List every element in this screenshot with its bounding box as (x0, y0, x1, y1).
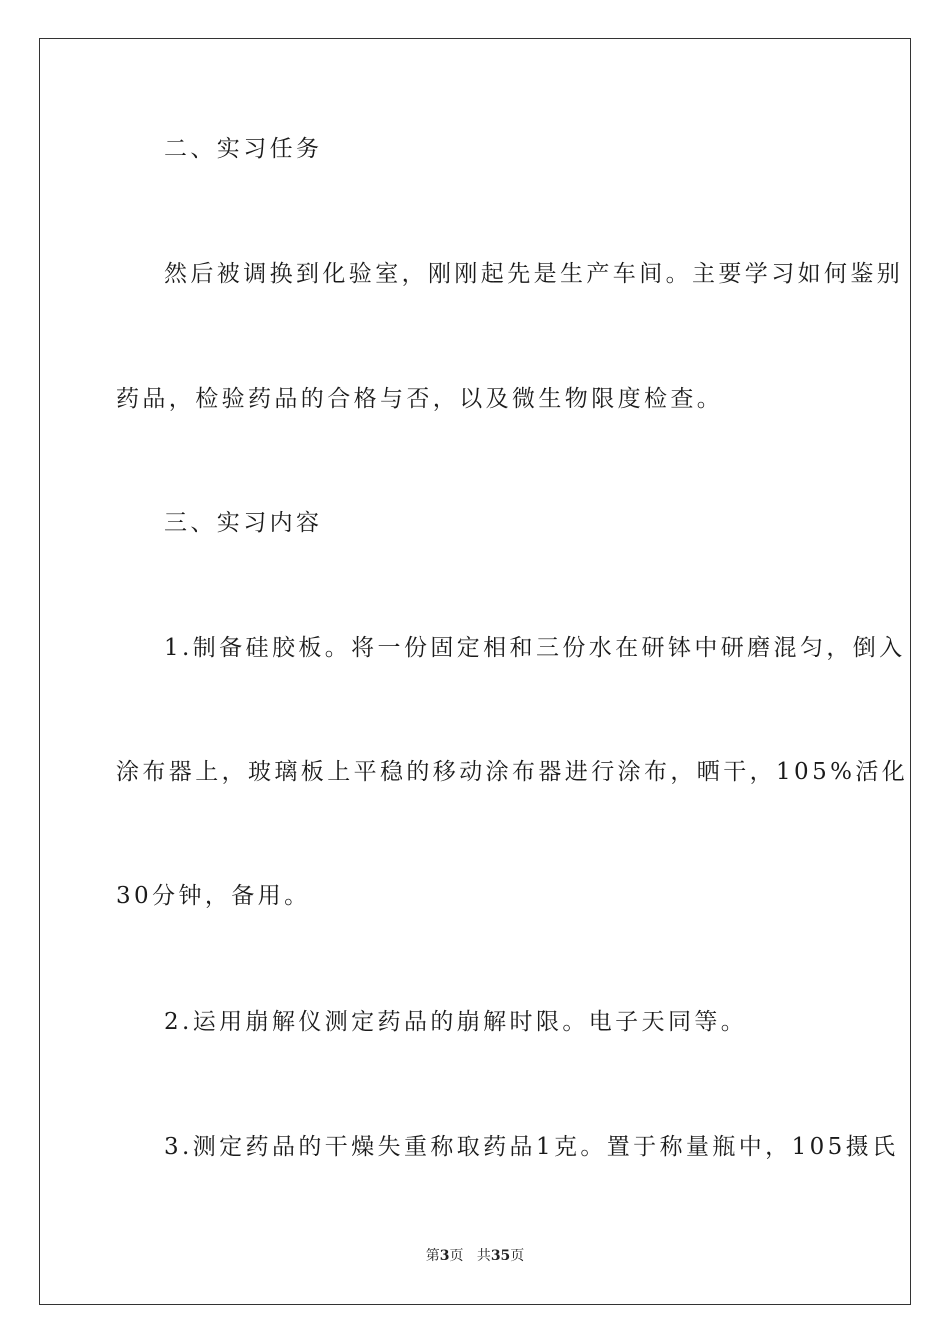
page-border (39, 38, 911, 1305)
paragraph-line: 2.运用崩解仪测定药品的崩解时限。电子天同等。 (164, 1009, 748, 1035)
paragraph-line: 3.测定药品的干燥失重称取药品1克。置于称量瓶中，105摄氏 (164, 1134, 899, 1160)
paragraph-line: 涂布器上，玻璃板上平稳的移动涂布器进行涂布，晒干，105%活化 (116, 759, 909, 785)
paragraph-line: 药品，检验药品的合格与否，以及微生物限度检查。 (116, 386, 724, 412)
page-footer (0, 1247, 950, 1265)
page-prefix: 第 (425, 1248, 440, 1264)
total-pages: 35 (490, 1248, 511, 1264)
total-prefix: 共 (476, 1248, 491, 1264)
total-suffix: 页 (510, 1248, 525, 1264)
section-heading-internship-content: 三、实习内容 (164, 510, 323, 536)
page-number: 3 (439, 1248, 450, 1264)
paragraph-line: 然后被调换到化验室，刚刚起先是生产车间。主要学习如何鉴别 (164, 261, 904, 287)
paragraph-line: 1.制备硅胶板。将一份固定相和三份水在研钵中研磨混匀，倒入 (164, 635, 906, 661)
page-suffix: 页 (449, 1248, 464, 1264)
section-heading-internship-tasks: 二、实习任务 (164, 136, 323, 162)
paragraph-line: 30分钟，备用。 (116, 883, 311, 909)
